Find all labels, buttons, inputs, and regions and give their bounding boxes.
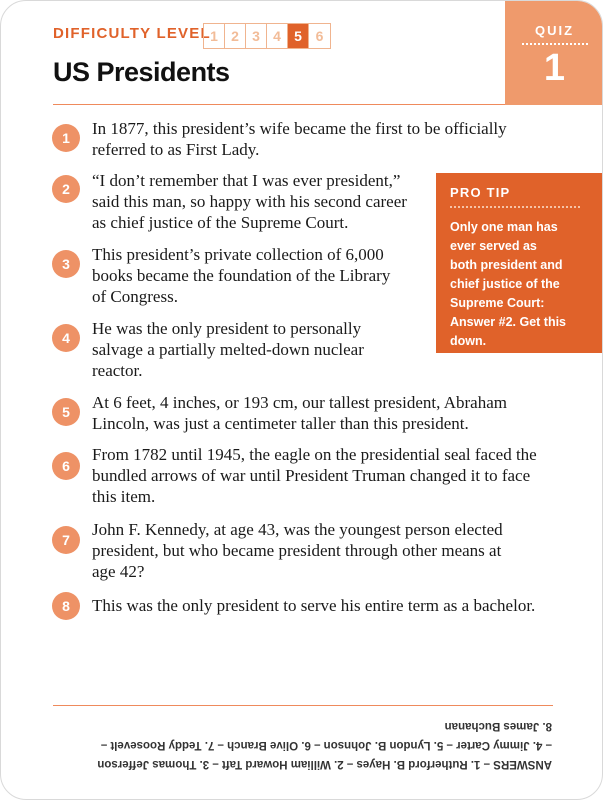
question-line: books became the foundation of the Library — [92, 266, 391, 285]
answers-line: ANSWERS – 1. Rutherford B. Hayes – 2. William Howard Taft – 3. Thomas Jefferson — [97, 758, 552, 770]
question-line: as chief justice of the Supreme Court. — [92, 213, 349, 232]
question-number-badge: 6 — [52, 452, 80, 480]
difficulty-level-4: 4 — [267, 24, 288, 48]
pro-tip-line: Supreme Court: — [450, 296, 545, 310]
question-number-badge: 7 — [52, 526, 80, 554]
page-title: US Presidents — [53, 57, 230, 87]
answers-upside-down — [1, 713, 603, 773]
pro-tip-line: chief justice of the — [450, 277, 560, 291]
pro-tip-line: Only one man has — [450, 220, 558, 234]
pro-tip-line: both president and — [450, 258, 563, 272]
question-text — [92, 519, 503, 582]
pro-tip-line: down. — [450, 334, 487, 348]
question-line: said this man, so happy with his second career — [92, 192, 407, 211]
question-line: president, but who became president through other means at — [92, 541, 502, 560]
answers-text — [52, 716, 552, 773]
question-line: of Congress. — [92, 287, 178, 306]
question-line: reactor. — [92, 361, 143, 380]
difficulty-scale — [203, 23, 331, 49]
footer-divider — [53, 705, 553, 706]
question-line: This was the only president to serve his entire term as a bachelor. — [92, 596, 536, 615]
question-text — [92, 392, 507, 434]
question-line: Lincoln, was just a centimeter taller than this president. — [92, 414, 469, 433]
pro-tip-dotted-divider — [450, 206, 580, 208]
question-number-badge: 2 — [52, 175, 80, 203]
question-line: “I don’t remember that I was ever president,” — [92, 171, 401, 190]
question-text — [92, 170, 407, 233]
question-text — [92, 244, 390, 307]
question-text — [92, 595, 535, 616]
difficulty-level-6: 6 — [315, 28, 324, 44]
difficulty-level-5-selected: 5 — [288, 24, 309, 48]
question-line: this item. — [92, 487, 156, 506]
difficulty-level-2: 2 — [225, 24, 246, 48]
quiz-label: QUIZ — [534, 23, 575, 38]
question-line: age 42? — [92, 562, 145, 581]
answers-line: 8. James Buchanan — [444, 720, 552, 732]
difficulty-label: DIFFICULTY LEVEL — [53, 25, 211, 42]
question-number-badge: 4 — [52, 324, 80, 352]
question-number-badge: 1 — [52, 124, 80, 152]
question-number-badge: 5 — [52, 398, 80, 426]
question-line: bundled arrows of war until President Truman changed it to face — [92, 466, 531, 485]
question-text — [92, 318, 364, 381]
question-line: referred to as First Lady. — [92, 140, 260, 159]
difficulty-level-1: 1 — [204, 24, 225, 48]
header-divider — [53, 104, 505, 105]
pro-tip-line: Answer #2. Get this — [450, 315, 567, 329]
quiz-number: 1 — [543, 47, 566, 89]
pro-tip-body — [450, 218, 590, 351]
answers-line: – 4. Jimmy Carter – 5. Lyndon B. Johnson – 6. Olive Branch – 7. Teddy Roosevelt – — [100, 739, 552, 751]
question-line: This president’s private collection of 6,000 — [92, 245, 384, 264]
question-line: In 1877, this president’s wife became the first to be officially — [92, 119, 507, 138]
pro-tip-box — [436, 173, 603, 353]
question-number-badge: 3 — [52, 250, 80, 278]
question-text — [92, 444, 537, 507]
difficulty-level-3: 3 — [246, 24, 267, 48]
question-line: At 6 feet, 4 inches, or 193 cm, our tallest president, Abraham — [92, 393, 507, 412]
quiz-dotted-divider — [522, 43, 588, 45]
pro-tip-line: ever served as — [450, 239, 537, 253]
question-number-badge: 8 — [52, 592, 80, 620]
question-text — [92, 118, 507, 160]
question-line: John F. Kennedy, at age 43, was the youngest person elected — [92, 520, 503, 539]
quiz-badge — [505, 1, 603, 105]
question-line: From 1782 until 1945, the eagle on the presidential seal faced the — [92, 445, 537, 464]
question-line: salvage a partially melted-down nuclear — [92, 340, 364, 359]
question-line: He was the only president to personally — [92, 319, 362, 338]
pro-tip-title: PRO TIP — [450, 185, 511, 200]
